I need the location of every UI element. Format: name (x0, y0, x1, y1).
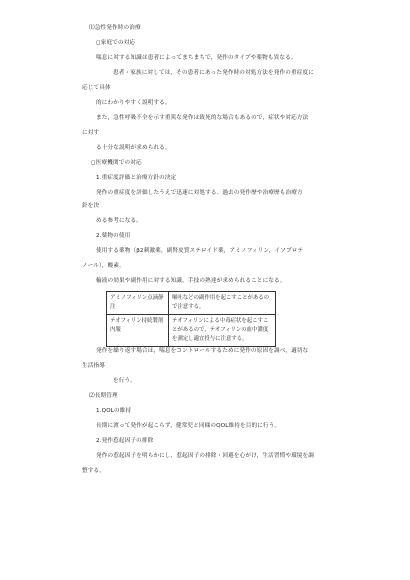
item-heading: 2.発作惹起因子の排除 (96, 438, 154, 444)
body-line: 整する。 (82, 468, 105, 474)
heading-long-term: ⑵長期管理 (89, 393, 118, 399)
body-line: 喘息に対する知識は患者によってまちまちで，発作のタイプや薬物も異なる。 (96, 55, 297, 61)
body-line: 患者・家族に対しては，その患者にあった発作時の対処方法を発作の重症度に (113, 70, 314, 76)
body-line: ノール），酸素。 (82, 263, 125, 269)
body-line: 発作の重症度を評価したうえで迅速に対処する。過去の発作歴や治療歴も治療方 (96, 190, 303, 196)
heading-acute-treatment: ⑴急性発作時の治療 (89, 25, 141, 31)
body-line: 使用する薬物（β2刺激薬，副腎皮質ステロイド薬，アミノフィリン，イソプロテ (96, 248, 304, 254)
body-line: 応じて具体 (82, 85, 111, 91)
subheading-home-care: ◻家庭での対応 (96, 40, 136, 46)
item-heading: 2.薬物の使用 (96, 233, 131, 239)
body-line: 輸液の効果や副作用に対する知識，手技の熟達が求められることになる。 (96, 278, 286, 284)
body-line: 発作の惹起因子を明らかにし，惹起因子の排除・回避を心がけ，生活習慣や環境を調 (96, 453, 315, 459)
table-cell-note: 嘔吐などの副作用を起こすことがあるので注意する。 (169, 292, 276, 315)
table-cell-drug: テオフィリン持続製剤内服 (107, 315, 169, 347)
body-line: る十分な説明が求められる。 (96, 145, 171, 151)
item-heading: 1.QOLの維持 (96, 408, 132, 414)
subheading-hospital-care: ◻医療機関での対応 (91, 160, 142, 166)
body-line: 針を決 (82, 203, 100, 209)
body-line: 発作を繰り返す場合は，喘息をコントロールするために発作の原因を調べ，適切な (96, 348, 309, 354)
body-line: を行う。 (113, 378, 136, 384)
table-row (107, 292, 276, 315)
item-heading: 1.重症度評価と治療方針の決定 (96, 175, 177, 181)
body-line: また，急性呼吸不全を示す重篤な発作は致死的な場合もあるので，症状や対応方法 (96, 115, 309, 121)
table-row (107, 315, 276, 347)
body-line: める参考になる。 (96, 218, 142, 224)
table-cell-note: テオフィリンによる中毒症状を起こすことがあるので，テオフィリンの血中濃度を測定し適宜投与に注意する。 (169, 315, 276, 347)
body-line: 的にわかりやすく説明する。 (96, 100, 171, 106)
body-line: に対す (82, 130, 100, 136)
body-line: 生活指導 (82, 363, 105, 369)
drug-table (106, 291, 276, 347)
table-cell-drug: アミノフィリン点滴静注 (107, 292, 169, 315)
body-line: 長期に渡って発作が起こらず，健常児と同様のQOL維持を目的に行う。 (96, 423, 281, 429)
